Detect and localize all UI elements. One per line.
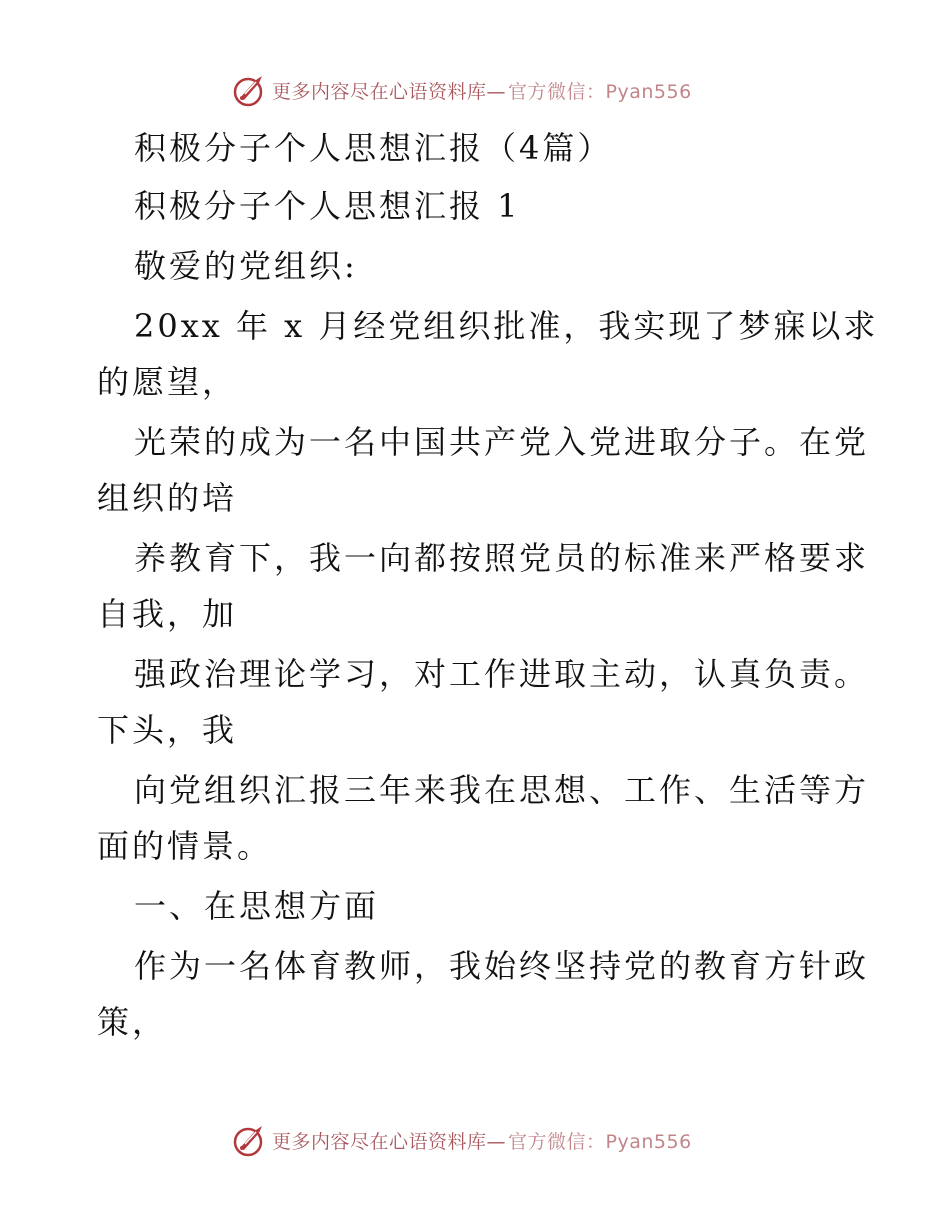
paragraph-line: 策， [97,1003,168,1041]
header-banner [232,70,692,110]
quill-pen-logo-icon [232,1122,268,1158]
banner-wechat-text: 官方微信：Pyan556 [508,1130,692,1153]
paragraph-line: 光荣的成为一名中国共产党入党进取分子。在党 [134,423,870,461]
paragraph-line: 强政治理论学习，对工作进取主动，认真负责。 [134,655,870,693]
banner-text [272,1127,692,1154]
document-title: 积极分子个人思想汇报（4篇） [134,129,613,167]
paragraph-line: 的愿望， [97,363,238,401]
salutation: 敬爱的党组织: [134,247,358,285]
paragraph-line: 自我，加 [97,595,238,633]
paragraph-line: 养教育下，我一向都按照党员的标准来严格要求 [134,539,870,577]
banner-text [272,77,692,104]
quill-pen-logo-icon [232,72,268,108]
banner-site-text: 更多内容尽在心语资料库— [272,80,507,103]
paragraph-line: 组织的培 [97,479,238,517]
footer-banner [232,1120,692,1160]
banner-wechat-text: 官方微信：Pyan556 [508,80,692,103]
paragraph-line: 20xx 年 x 月经党组织批准，我实现了梦寐以求 [134,307,879,345]
banner-site-text: 更多内容尽在心语资料库— [272,1130,507,1153]
section-title: 积极分子个人思想汇报 1 [134,187,521,225]
paragraph-line: 向党组织汇报三年来我在思想、工作、生活等方 [134,771,870,809]
section-heading: 一、在思想方面 [134,887,380,925]
paragraph-line: 作为一名体育教师，我始终坚持党的教育方针政 [134,947,870,985]
paragraph-line: 面的情景。 [97,827,273,865]
paragraph-line: 下头，我 [97,711,238,749]
